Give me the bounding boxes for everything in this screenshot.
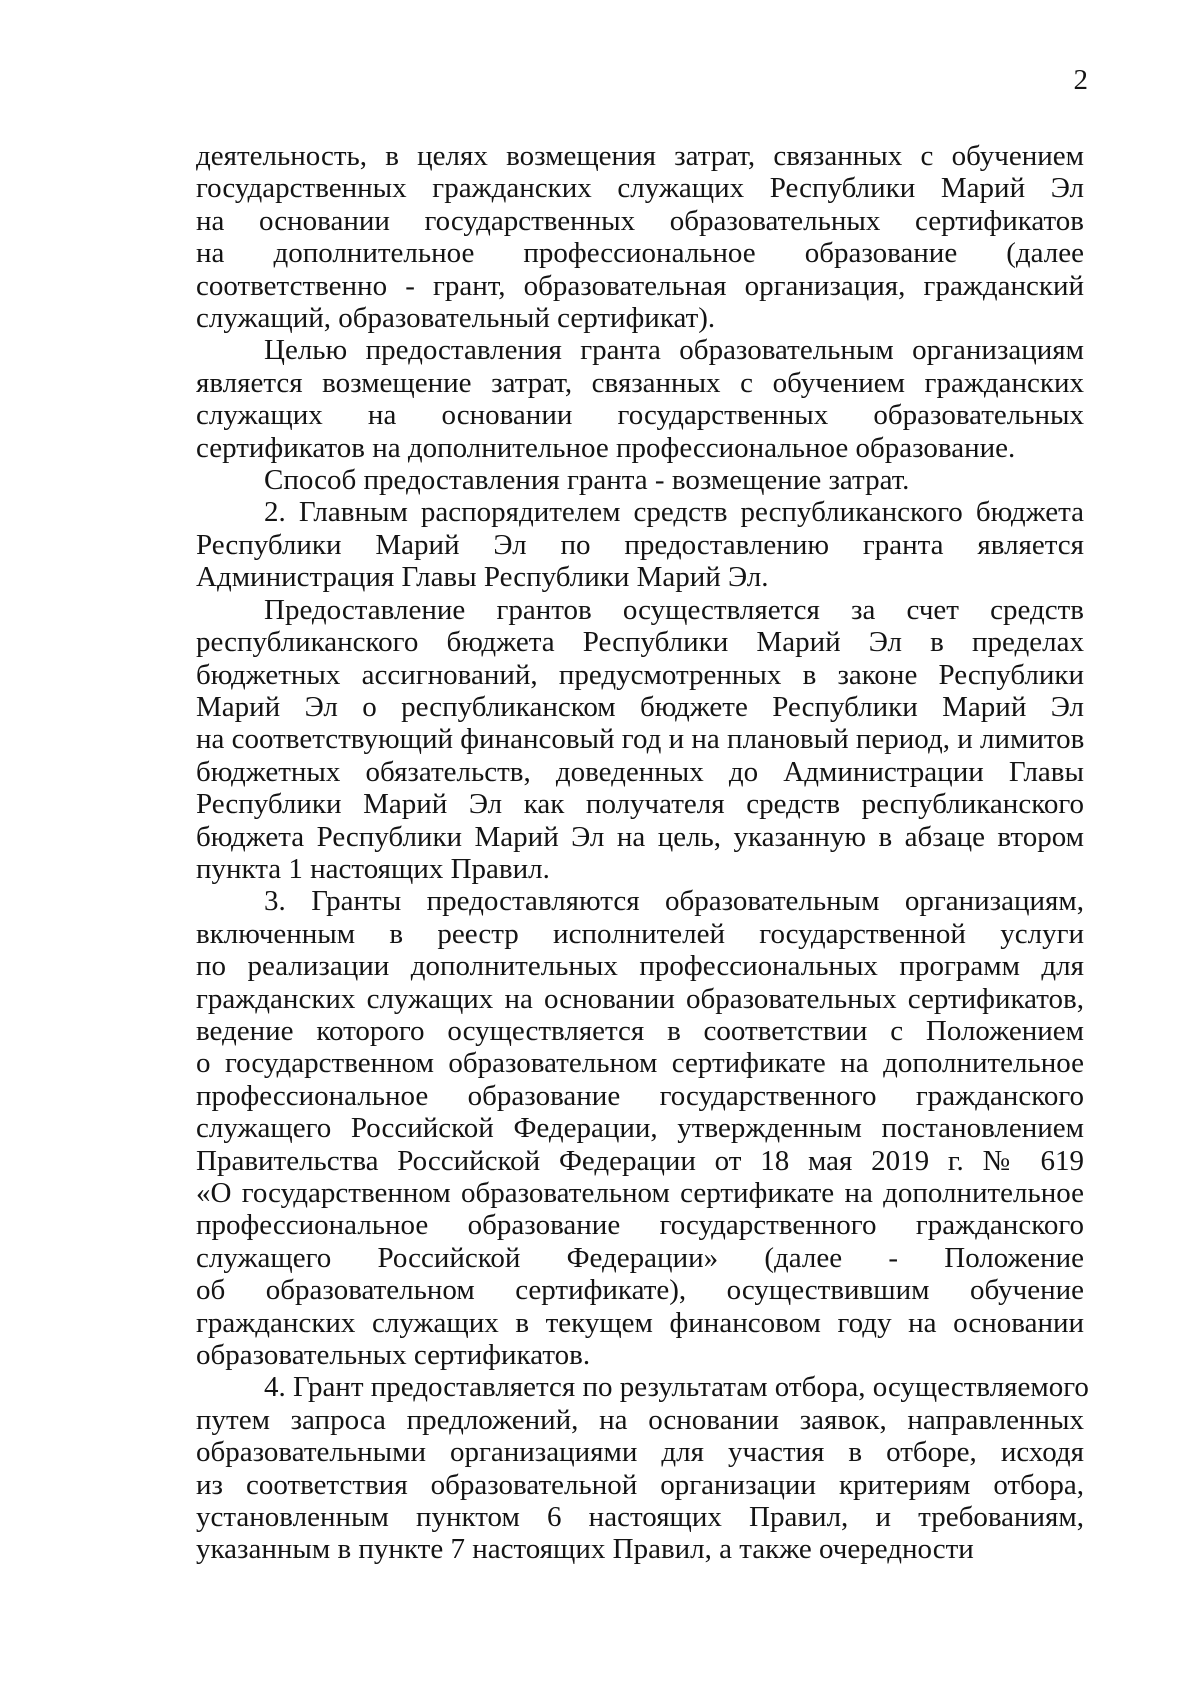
text-line: Целью предоставления гранта образовательным организациям xyxy=(264,334,1084,367)
text-line: по реализации дополнительных профессиональных программ для xyxy=(196,950,1084,983)
text-line: республиканского бюджета Республики Марий Эл в пределах xyxy=(196,626,1084,659)
paragraph xyxy=(196,885,1084,1371)
text-line: образовательных сертификатов. xyxy=(196,1339,591,1372)
document-body xyxy=(196,140,1089,1566)
text-line: Республики Марий Эл как получателя средств республиканского xyxy=(196,788,1084,821)
text-line: бюджетных обязательств, доведенных до Администрации Главы xyxy=(196,755,1084,788)
text-line: служащий, образовательный сертификат). xyxy=(196,302,716,335)
text-line: «О государственном образовательном сертификате на дополнительное xyxy=(196,1177,1084,1209)
paragraph xyxy=(196,594,1084,886)
text-line: является возмещение затрат, связанных с обучением гражданских xyxy=(196,366,1084,399)
text-line: 2. Главным распорядителем средств республиканского бюджета xyxy=(264,496,1084,529)
text-line: служащего Российской Федерации, утвержденным постановлением xyxy=(196,1112,1084,1145)
paragraph xyxy=(196,464,1084,496)
text-line: Администрация Главы Республики Марий Эл. xyxy=(196,561,769,594)
text-line: об образовательном сертификате), осуществившим обучение xyxy=(196,1274,1084,1307)
text-line: указанным в пункте 7 настоящих Правил, а также очередности xyxy=(196,1533,974,1566)
text-line: Правительства Российской Федерации от 18 мая 2019 г. № 619 xyxy=(196,1144,1084,1177)
text-line: пункта 1 настоящих Правил. xyxy=(196,852,550,885)
text-line: ведение которого осуществляется в соответствии с Положением xyxy=(196,1014,1084,1047)
text-line: образовательными организациями для участия в отборе, исходя xyxy=(196,1436,1084,1469)
text-line: включенным в реестр исполнителей государственной услуги xyxy=(196,917,1084,950)
text-line: Марий Эл о республиканском бюджете Республики Марий Эл xyxy=(196,690,1084,723)
text-line: бюджетных ассигнований, предусмотренных в законе Республики xyxy=(196,658,1084,691)
page-number: 2 xyxy=(1073,64,1088,96)
text-line: сертификатов на дополнительное профессиональное образование. xyxy=(196,431,1016,464)
text-line: служащего Российской Федерации» (далее - Положение xyxy=(196,1241,1084,1274)
text-line: Республики Марий Эл по предоставлению гранта является xyxy=(196,528,1084,561)
text-line: Способ предоставления гранта - возмещение затрат. xyxy=(264,464,910,497)
text-line: из соответствия образовательной организации критериям отбора, xyxy=(196,1468,1084,1501)
text-line: гражданских служащих в текущем финансовом году на основании xyxy=(196,1306,1084,1339)
text-line: государственных гражданских служащих Республики Марий Эл xyxy=(196,172,1084,205)
text-line: на соответствующий финансовый год и на плановый период, и лимитов xyxy=(196,723,1085,756)
text-line: 3. Гранты предоставляются образовательным организациям, xyxy=(264,885,1084,918)
text-line: соответственно - грант, образовательная организация, гражданский xyxy=(196,269,1084,302)
text-line: служащих на основании государственных образовательных xyxy=(196,399,1084,432)
paragraph xyxy=(196,334,1084,464)
paragraph xyxy=(196,1371,1089,1566)
text-line: путем запроса предложений, на основании заявок, направленных xyxy=(196,1403,1084,1436)
text-line: 4. Грант предоставляется по результатам отбора, осуществляемого xyxy=(264,1371,1089,1404)
text-line: бюджета Республики Марий Эл на цель, указанную в абзаце втором xyxy=(196,820,1084,853)
text-line: профессиональное образование государственного гражданского xyxy=(196,1079,1084,1112)
paragraph xyxy=(196,496,1084,593)
text-line: деятельность, в целях возмещения затрат, связанных с обучением xyxy=(196,140,1084,172)
text-line: Предоставление грантов осуществляется за счет средств xyxy=(264,593,1084,626)
paragraph xyxy=(196,140,1084,334)
text-line: профессиональное образование государственного гражданского xyxy=(196,1209,1084,1242)
text-line: гражданских служащих на основании образовательных сертификатов, xyxy=(196,982,1084,1015)
text-line: на дополнительное профессиональное образование (далее xyxy=(196,237,1084,270)
text-line: о государственном образовательном сертификате на дополнительное xyxy=(196,1047,1084,1080)
text-line: установленным пунктом 6 настоящих Правил, и требованиям, xyxy=(196,1501,1084,1534)
text-line: на основании государственных образовательных сертификатов xyxy=(196,204,1084,237)
